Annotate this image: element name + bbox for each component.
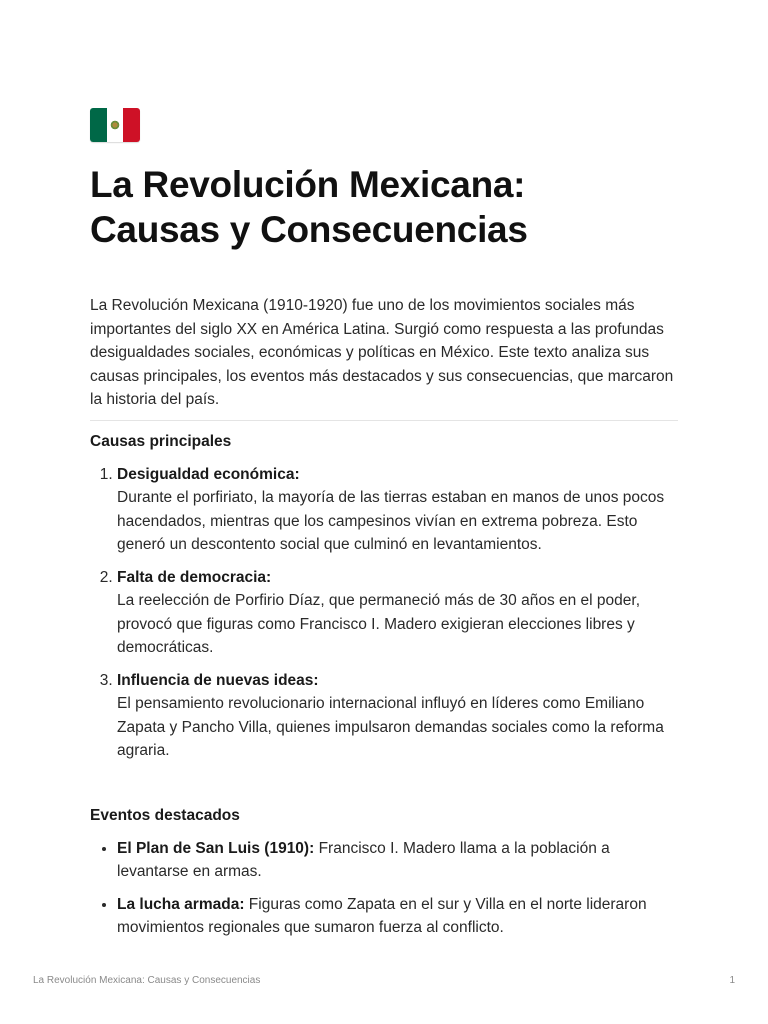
page-footer — [33, 975, 735, 986]
footer-doc-title: La Revolución Mexicana: Causas y Consecuencias — [33, 975, 261, 986]
intro-paragraph: La Revolución Mexicana (1910-1920) fue uno de los movimientos sociales más importantes del siglo XX en América Latina. Surgió como respuesta a las profundas desigualdades sociales, económicas y políticas en México. Este texto analiza sus causas principales, los eventos más destacados y sus consecuencias, que marcaron la historia del país. — [90, 297, 674, 408]
event-item-text: Francisco I. Madero llama a la población a levantarse en armas. — [117, 839, 610, 880]
cause-item — [117, 463, 678, 557]
event-item-text: Figuras como Zapata en el sur y Villa en el norte lideraron movimientos regionales que sumaron fuerza al conflicto. — [117, 895, 647, 936]
cause-item-text: Durante el porfiriato, la mayoría de las tierras estaban en manos de unos pocos hacendados, mientras que los campesinos vivían en extrema pobreza. Esto generó un descontento social que culminó en levantamientos. — [117, 489, 665, 553]
cause-item-title: 1. Desigualdad económica: — [117, 465, 300, 483]
page-title-line2: Causas y Consecuencias — [90, 209, 528, 250]
page-title-line1: La Revolución Mexicana: — [90, 164, 526, 205]
footer-page-number: 1 — [729, 975, 735, 986]
events-heading: Eventos destacados — [90, 806, 240, 824]
events-section — [90, 805, 678, 940]
events-list — [90, 837, 678, 940]
event-item — [117, 893, 678, 940]
causes-heading: Causas principales — [90, 432, 232, 450]
cause-item-title: 3. Influencia de nuevas ideas: — [117, 671, 319, 689]
flag-stripe-green — [90, 108, 107, 142]
event-item-title: El Plan de San Luis (1910): — [117, 839, 315, 857]
event-item-title: La lucha armada: — [117, 895, 245, 913]
flag-emblem — [110, 120, 120, 130]
cause-item-text: El pensamiento revolucionario internacional influyó en líderes como Emiliano Zapata y Pancho Villa, quienes impulsaron demandas sociales como la reforma agraria. — [117, 695, 664, 759]
cause-item — [117, 566, 678, 660]
document-page — [90, 108, 678, 949]
section-divider — [90, 420, 678, 421]
cause-item-text: La reelección de Porfirio Díaz, que permaneció más de 30 años en el poder, provocó que figuras como Francisco I. Madero exigieran elecciones libres y democráticas. — [117, 592, 641, 656]
flag-stripe-white — [107, 108, 124, 142]
mexico-flag-icon — [90, 108, 140, 142]
event-item — [117, 837, 678, 884]
cause-item-title: 2. Falta de democracia: — [117, 568, 272, 586]
cause-item — [117, 669, 678, 763]
page-title — [90, 162, 678, 252]
flag-stripe-red — [123, 108, 140, 142]
causes-list — [90, 463, 678, 763]
